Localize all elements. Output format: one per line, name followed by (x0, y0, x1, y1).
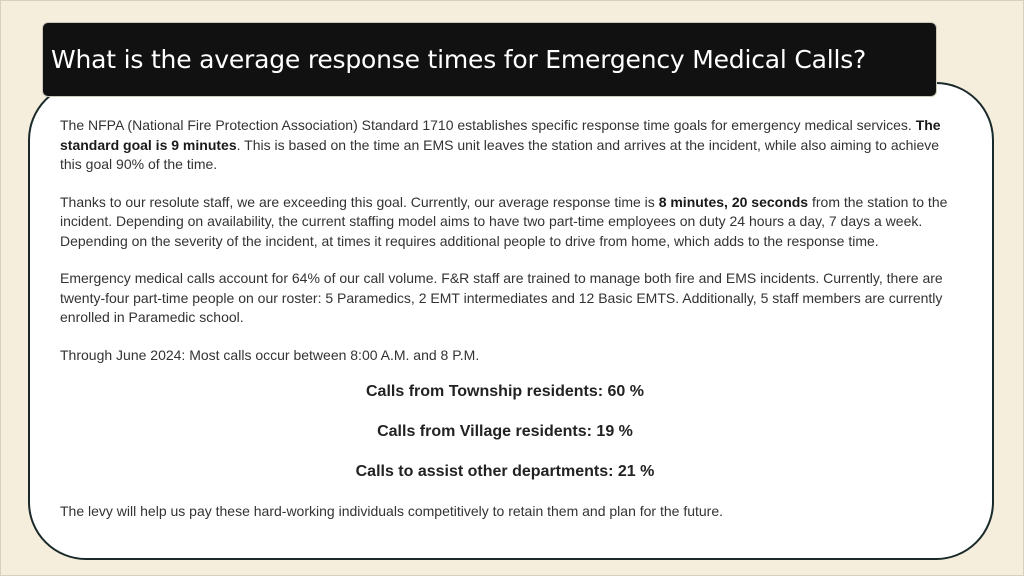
slide-title: What is the average response times for Emergency Medical Calls? (51, 45, 867, 74)
paragraph-call-volume: Emergency medical calls account for 64% of our call volume. F&R staff are trained to manage both fire and EMS incidents. Currently, there are twenty-four part-time people on our roster: 5 Paramedics, 2 EMT intermediates and 12 Basic EMTS. Additionally, 5 staff members are currently enrolled in Paramedic school. (60, 270, 943, 325)
standard-goal-highlight: The standard goal is 9 minutes (60, 117, 941, 153)
title-bar (42, 22, 937, 97)
paragraph-standard-part2: . This is based on the time an EMS unit leaves the station and arrives at the incident, while also aiming to achieve this goal 90% of the time. (60, 136, 940, 172)
paragraph-staff-part1: Thanks to our resolute staff, we are exceeding this goal. Currently, our average response time is (60, 193, 659, 210)
paragraph-staff-part2: from the station to the incident. Depending on availability, the current staffing model aims to have two part-time employees on duty 24 hours a day, 7 days a week. Depending on the severity of the incident, at times it requires additional people to drive from home, which adds to the response time. (60, 193, 948, 249)
paragraph-staff (60, 193, 950, 252)
response-time-highlight: 8 minutes, 20 seconds (658, 193, 809, 210)
paragraph-standard-part1: The NFPA (National Fire Protection Association) Standard 1710 establishes specific response time goals for emergency medical services. (60, 117, 916, 133)
paragraph-closing: The levy will help us pay these hard-working individuals competitively to retain them and plan for the future. (60, 503, 724, 519)
stat-township: Calls from Township residents: 60 % (366, 383, 644, 400)
body-text (60, 116, 950, 540)
stat-village: Calls from Village residents: 19 % (377, 423, 633, 440)
paragraph-call-times: Through June 2024: Most calls occur between 8:00 A.M. and 8 P.M. (60, 346, 480, 363)
stat-other-departments: Calls to assist other departments: 21 % (355, 463, 655, 480)
paragraph-standard (60, 116, 950, 175)
